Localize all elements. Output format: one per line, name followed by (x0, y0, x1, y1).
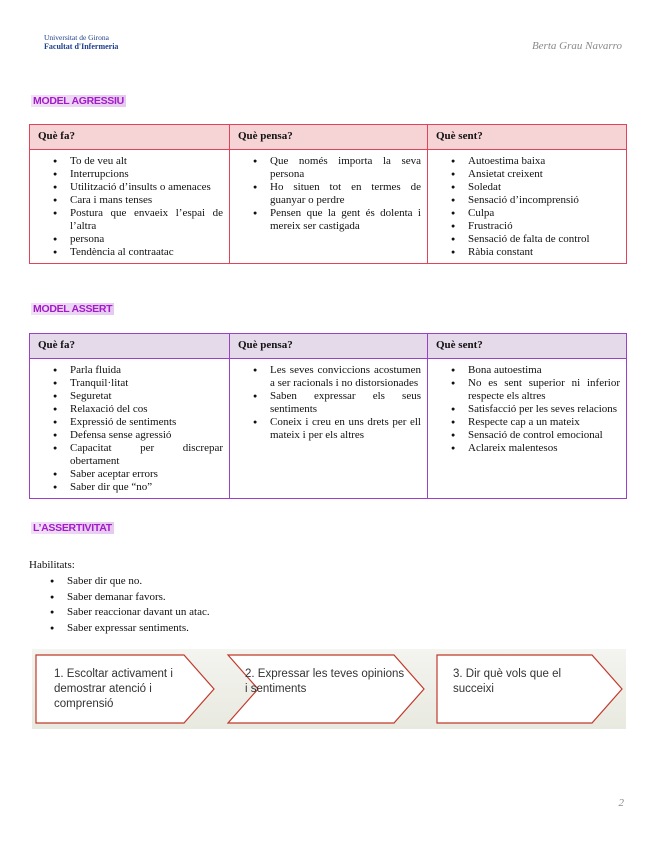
table-header: Què fa? (30, 125, 230, 150)
list-item: ● Tranquil·litat (36, 377, 223, 390)
list-item: ● Les seves conviccions acostumen a ser racionals i no distorsionades (236, 364, 421, 390)
page-number: 2 (618, 797, 624, 809)
process-diagram (32, 649, 626, 729)
list-item: ● Expressió de sentiments (36, 416, 223, 429)
table-cell (428, 150, 627, 264)
list-item: ● Aclareix malentesos (434, 442, 620, 455)
table-header: Què sent? (428, 334, 627, 359)
step-1-text: 1. Escoltar activament i demostrar atenció i comprensió (54, 668, 173, 710)
list-item: ● Saber dir que no. (47, 574, 329, 590)
heading-assertivitat: L’ASSERTIVITAT (33, 522, 112, 534)
list-item: ● To de veu alt (36, 155, 223, 168)
list-item: ● Postura que envaeix l’espai de l’altra (36, 207, 223, 233)
list-item: ● Utilització d’insults o amenaces (36, 181, 223, 194)
table-header: Què fa? (30, 334, 230, 359)
list-item: ● Saber demanar favors. (47, 590, 329, 606)
list-item: ● Ho situen tot en termes de guanyar o perdre (236, 181, 421, 207)
step-3-text: 3. Dir què vols que el succeixi (453, 668, 562, 695)
list-item: ● Autoestima baixa (434, 155, 620, 168)
table-model-assert (29, 333, 627, 499)
list-item: ● Ansietat creixent (434, 168, 620, 181)
skills-label: Habilitats: (29, 559, 75, 571)
logo-university-name: Universitat de Girona (44, 33, 109, 42)
table-cell (230, 359, 428, 499)
table-model-agressiu (29, 124, 627, 264)
list-item: ● Cara i mans tenses (36, 194, 223, 207)
heading-model-agressiu: MODEL AGRESSIU (33, 95, 124, 107)
list-item: ● Interrupcions (36, 168, 223, 181)
table-header: Què sent? (428, 125, 627, 150)
list-item: ● Sensació de falta de control (434, 233, 620, 246)
list-item: ● Saber dir que “no” (36, 481, 223, 494)
table-header: Què pensa? (230, 125, 428, 150)
table-cell (428, 359, 627, 499)
author-name: Berta Grau Navarro (531, 40, 622, 52)
list-item: ● Saber reaccionar davant un atac. (47, 605, 329, 621)
step-2-text: 2. Expressar les teves opinions i sentiments (245, 668, 405, 695)
table-cell (230, 150, 428, 264)
list-item: ● Bona autoestima (434, 364, 620, 377)
list-item: ● Relaxació del cos (36, 403, 223, 416)
list-item: ● Soledat (434, 181, 620, 194)
heading-model-assert: MODEL ASSERT (33, 303, 113, 315)
list-item: ● Pensen que la gent és dolenta i mereix ser castigada (236, 207, 421, 233)
university-logo (44, 33, 144, 52)
list-item: ● Respecte cap a un mateix (434, 416, 620, 429)
list-item: ● Saber expressar sentiments. (47, 621, 329, 637)
list-item: ● Parla fluida (36, 364, 223, 377)
list-item: ● No es sent superior ni inferior respecte els altres (434, 377, 620, 403)
list-item: ● Que només importa la seva persona (236, 155, 421, 181)
list-item: ● Saben expressar els seus sentiments (236, 390, 421, 416)
list-item: ● Saber aceptar errors (36, 468, 223, 481)
list-item: ● Seguretat (36, 390, 223, 403)
table-cell (30, 359, 230, 499)
list-item: ● persona (36, 233, 223, 246)
table-header: Què pensa? (230, 334, 428, 359)
list-item: ● Sensació d’incomprensió (434, 194, 620, 207)
logo-faculty-name: Facultat d'Infermeria (44, 42, 119, 51)
table-cell (30, 150, 230, 264)
list-item: ● Tendència al contraatac (36, 246, 223, 259)
list-item: ● Sensació de control emocional (434, 429, 620, 442)
skills-list (29, 557, 329, 636)
list-item: ● Defensa sense agressió (36, 429, 223, 442)
list-item: ● Frustració (434, 220, 620, 233)
list-item: ● Culpa (434, 207, 620, 220)
list-item: ● Capacitat per discrepar obertament (36, 442, 223, 468)
list-item: ● Coneix i creu en uns drets per ell mateix i per els altres (236, 416, 421, 442)
list-item: ● Satisfacció per les seves relacions (434, 403, 620, 416)
list-item: ● Ràbia constant (434, 246, 620, 259)
